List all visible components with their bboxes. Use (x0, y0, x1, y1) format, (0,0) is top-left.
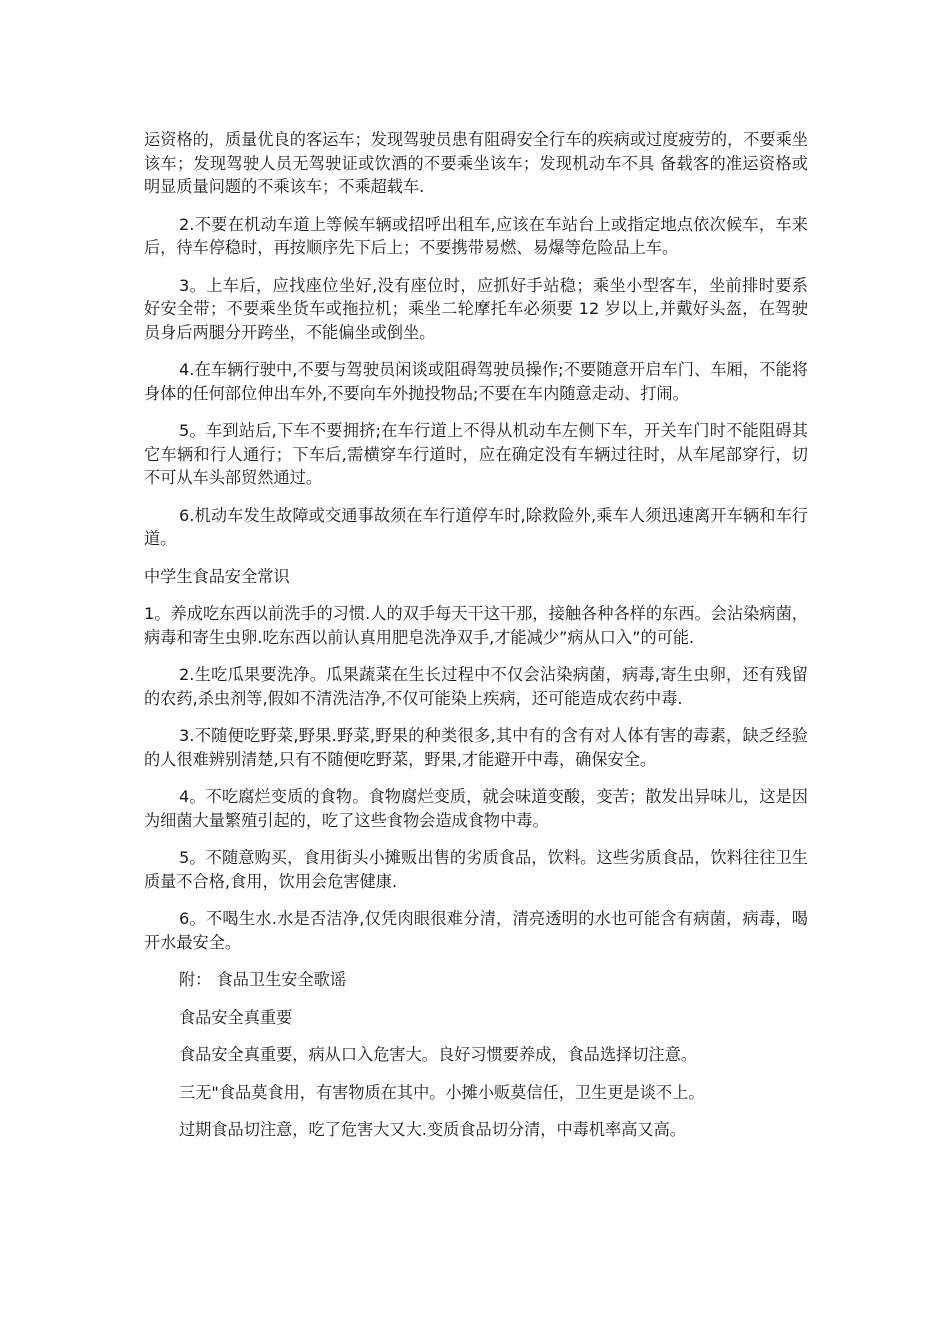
traffic-paragraph-4: 4.在车辆行驶中,不要与驾驶员闲谈或阻碍驾驶员操作;不要随意开启车门、车厢，不能将身体的任何部位伸出车外,不要向车外抛投物品;不要在车内随意走动、打闹。 (144, 360, 808, 403)
traffic-paragraph-5: 5。车到站后,下车不要拥挤;在车行道上不得从机动车左侧下车，开关车门时不能阻碍其它车辆和行人通行；下车后,需横穿车行道时，应在确定没有车辆过往时，从车尾部穿行，切不可从车头部贸然通过。 (144, 421, 808, 487)
song-line-1: 食品安全真重要，病从口入危害大。良好习惯要养成，食品选择切注意。 (179, 1045, 697, 1064)
food-paragraph-5: 5。不随意购买，食用街头小摊贩出售的劣质食品，饮料。这些劣质食品，饮料往往卫生质量不合格,食用，饮用会危害健康. (144, 848, 808, 891)
appendix-label: 附： 食品卫生安全歌谣 (179, 970, 347, 989)
food-paragraph-4: 4。不吃腐烂变质的食物。食物腐烂变质，就会味道变酸，变苦；散发出异味儿，这是因为细菌大量繁殖引起的，吃了这些食物会造成食物中毒。 (144, 787, 808, 830)
song-title: 食品安全真重要 (179, 1007, 293, 1027)
document-body (144, 128, 808, 1156)
traffic-paragraph-6: 6.机动车发生故障或交通事故须在车行道停车时,除救险外,乘车人须迅速离开车辆和车行道。 (144, 505, 808, 548)
song-line-3: 过期食品切注意，吃了危害大又大.变质食品切分清，中毒机率高又高。 (179, 1120, 686, 1139)
section-title: 中学生食品安全常识 (144, 566, 290, 586)
food-paragraph-3: 3.不随便吃野菜,野果.野菜,野果的种类很多,其中有的含有对人体有害的毒素，缺乏经验的人很难辨别清楚,只有不随便吃野菜，野果,才能避开中毒，确保安全。 (144, 726, 808, 769)
song-line-2: 三无"食品莫食用，有害物质在其中。小摊小贩莫信任，卫生更是谈不上。 (179, 1082, 705, 1102)
traffic-paragraph-2: 2.不要在机动车道上等候车辆或招呼出租车,应该在车站台上或指定地点依次候车，车来后，待车停稳时，再按顺序先下后上；不要携带易燃、易爆等危险品上车。 (144, 214, 808, 257)
traffic-paragraph-3: 3。上车后，应找座位坐好,没有座位时，应抓好手站稳；乘坐小型客车，坐前排时要系好安全带；不要乘坐货车或拖拉机；乘坐二轮摩托车必须要 12 岁以上,并戴好头盔，在驾驶员身后两腿分开跨坐，不能偏坐或倒坐。 (144, 275, 808, 342)
food-paragraph-1: 1。养成吃东西以前洗手的习惯.人的双手每天干这干那，接触各种各样的东西。会沾染病菌，病毒和寄生虫卵.吃东西以前认真用肥皂洗净双手,才能减少”病从口入”的可能. (144, 604, 808, 647)
food-paragraph-2: 2.生吃瓜果要洗净。瓜果蔬菜在生长过程中不仅会沾染病菌，病毒,寄生虫卵，还有残留的农药,杀虫剂等,假如不清洗洁净,不仅可能染上疾病，还可能造成农药中毒. (144, 665, 808, 708)
traffic-paragraph-continued: 运资格的，质量优良的客运车；发现驾驶员患有阻碍安全行车的疾病或过度疲劳的，不要乘坐该车；发现驾驶人员无驾驶证或饮酒的不要乘坐该车；发现机动车不具 备载客的准运资格或明显质量问题的不乘该车；不乘超载车. (144, 130, 808, 196)
food-paragraph-6: 6。不喝生水.水是否洁净,仅凭肉眼很难分清，清亮透明的水也可能含有病菌，病毒，喝开水最安全。 (144, 909, 808, 952)
